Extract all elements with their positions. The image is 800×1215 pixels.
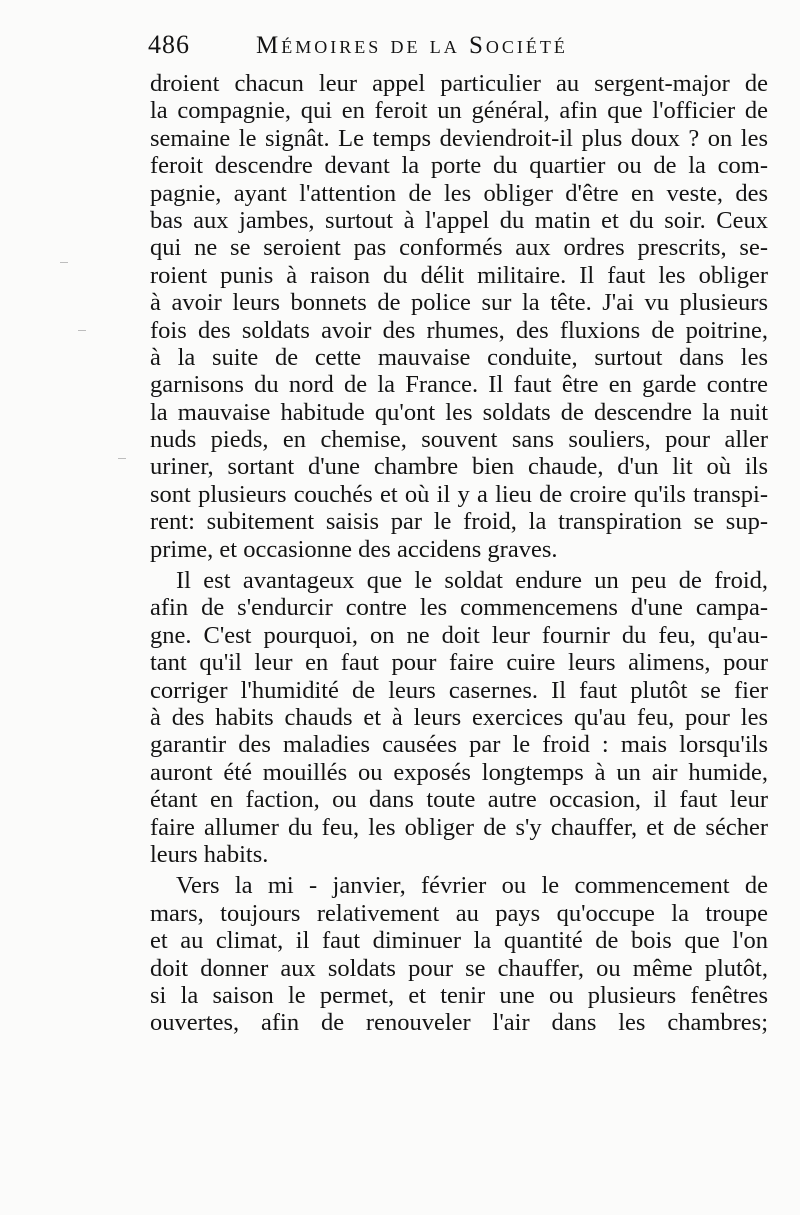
text-line: Vers la mi - janvier, février ou le commencement de <box>176 872 768 900</box>
text-line: tant qu'il leur en faut pour faire cuire leurs alimens, pour <box>150 649 768 677</box>
text-line: à avoir leurs bonnets de police sur la tête. J'ai vu plusieurs <box>150 289 768 317</box>
text-line: la mauvaise habitude qu'ont les soldats de descendre la nuit <box>150 398 768 426</box>
text-line: Il est avantageux que le soldat endure un peu de froid, <box>176 567 768 595</box>
text-line: qui ne se seroient pas conformés aux ordres prescrits, se- <box>150 234 768 262</box>
scan-mark <box>60 262 68 263</box>
paragraph-1 <box>150 70 768 563</box>
text-line: faire allumer du feu, les obliger de s'y chauffer, et de sécher <box>150 813 768 841</box>
running-head <box>148 30 768 70</box>
text-line: fois des soldats avoir des rhumes, des fluxions de poitrine, <box>150 316 768 344</box>
text-line: nuds pieds, en chemise, souvent sans souliers, pour aller <box>150 426 768 454</box>
text-line: étant en faction, ou dans toute autre occasion, il faut leur <box>150 786 768 814</box>
text-line: rent: subitement saisis par le froid, la transpiration se sup- <box>150 508 768 536</box>
text-line: doit donner aux soldats pour se chauffer, ou même plutôt, <box>150 954 768 982</box>
text-line: et au climat, il faut diminuer la quantité de bois que l'on <box>150 927 768 955</box>
text-line: prime, et occasionne des accidens graves. <box>150 535 558 563</box>
text-line: sont plusieurs couchés et où il y a lieu de croire qu'ils transpi- <box>150 480 768 508</box>
text-line: gne. C'est pourquoi, on ne doit leur fournir du feu, qu'au- <box>150 621 768 649</box>
text-line: bas aux jambes, surtout à l'appel du matin et du soir. Ceux <box>150 206 768 234</box>
text-line: corriger l'humidité de leurs casernes. Il faut plutôt se fier <box>150 676 768 704</box>
scan-mark <box>118 458 126 459</box>
paragraph-2 <box>150 567 768 868</box>
text-line: garantir des maladies causées par le froid : mais lorsqu'ils <box>150 731 768 759</box>
text-line: feroit descendre devant la porte du quartier ou de la com- <box>150 152 768 180</box>
body-text <box>150 70 768 1037</box>
text-line: à la suite de cette mauvaise conduite, surtout dans les <box>150 343 768 371</box>
text-line: uriner, sortant d'une chambre bien chaude, d'un lit où ils <box>150 453 768 481</box>
text-line: si la saison le permet, et tenir une ou plusieurs fenêtres <box>150 981 768 1009</box>
text-line: afin de s'endurcir contre les commencemens d'une campa- <box>150 594 768 622</box>
page-number: 486 <box>148 30 190 59</box>
text-line: leurs habits. <box>150 840 269 868</box>
text-line: droient chacun leur appel particulier au sergent-major de <box>150 70 768 97</box>
text-line: à des habits chauds et à leurs exercices qu'au feu, pour les <box>150 703 768 731</box>
text-line: pagnie, ayant l'attention de les obliger d'être en veste, des <box>150 179 768 207</box>
text-line: garnisons du nord de la France. Il faut être en garde contre <box>150 371 768 399</box>
text-line: roient punis à raison du délit militaire. Il faut les obliger <box>150 261 768 289</box>
scan-mark <box>78 330 86 331</box>
text-line: la compagnie, qui en feroit un général, afin que l'officier de <box>150 97 768 125</box>
running-title: Mémoires de la Société <box>256 32 568 59</box>
text-line: mars, toujours relativement au pays qu'occupe la troupe <box>150 899 768 927</box>
text-line: auront été mouillés ou exposés longtemps à un air humide, <box>150 758 768 786</box>
text-line: semaine le signât. Le temps deviendroit-il plus doux ? on les <box>150 124 768 152</box>
paragraph-3 <box>150 872 768 1036</box>
text-line: ouvertes, afin de renouveler l'air dans les chambres; <box>150 1009 768 1037</box>
